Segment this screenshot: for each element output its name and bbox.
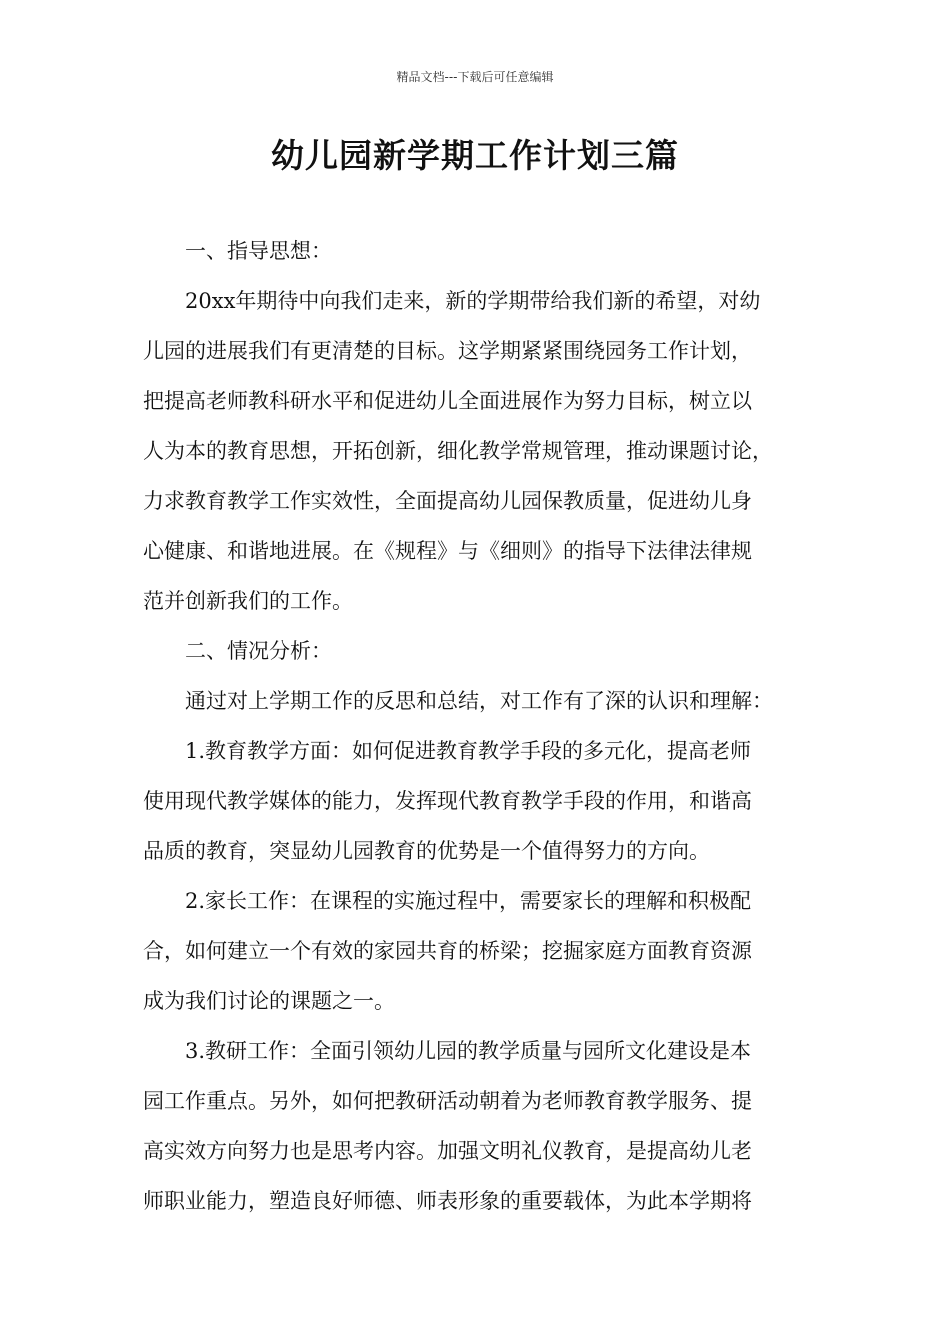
text-line: 2.家长工作：在课程的实施过程中，需要家长的理解和积极配	[185, 889, 752, 913]
paragraph-heading-guiding-thought	[143, 226, 823, 276]
text-line: 3.教研工作：全面引领幼儿园的教学质量与园所文化建设是本	[185, 1039, 752, 1063]
text-line: 1.教育教学方面：如何促进教育教学手段的多元化，提高老师	[185, 739, 752, 763]
text-line: 20xx年期待中向我们走来，新的学期带给我们新的希望，对幼	[185, 289, 761, 313]
paragraph-parents	[143, 876, 823, 1026]
paragraph-heading-situation-analysis	[143, 626, 823, 676]
text-line: 二、情况分析：	[185, 639, 332, 663]
text-line: 合，如何建立一个有效的家园共育的桥梁；挖掘家庭方面教育资源	[143, 939, 752, 963]
document-title: 幼儿园新学期工作计划三篇	[271, 136, 679, 175]
text-line: 人为本的教育思想，开拓创新，细化教学常规管理，推动课题讨论，	[143, 439, 773, 463]
text-line: 园工作重点。另外，如何把教研活动朝着为老师教育教学服务、提	[143, 1089, 752, 1113]
paragraph-guiding-thought	[143, 276, 823, 626]
text-line: 心健康、和谐地进展。在《规程》与《细则》的指导下法律法律规	[143, 539, 752, 563]
text-line: 师职业能力，塑造良好师德、师表形象的重要载体，为此本学期将	[143, 1189, 752, 1213]
text-line: 一、指导思想：	[185, 239, 332, 263]
text-line: 儿园的进展我们有更清楚的目标。这学期紧紧围绕园务工作计划，	[143, 339, 752, 363]
paragraph-teaching	[143, 726, 823, 876]
header-note: 精品文档---下载后可任意编辑	[396, 70, 554, 84]
text-line: 把提高老师教科研水平和促进幼儿全面进展作为努力目标，树立以	[143, 389, 752, 413]
text-line: 通过对上学期工作的反思和总结，对工作有了深的认识和理解：	[185, 689, 773, 713]
text-line: 使用现代教学媒体的能力，发挥现代教育教学手段的作用，和谐高	[143, 789, 752, 813]
text-line: 高实效方向努力也是思考内容。加强文明礼仪教育，是提高幼儿老	[143, 1139, 752, 1163]
text-line: 力求教育教学工作实效性，全面提高幼儿园保教质量，促进幼儿身	[143, 489, 752, 513]
paragraph-research	[143, 1026, 823, 1226]
text-line: 成为我们讨论的课题之一。	[143, 989, 395, 1013]
text-line: 范并创新我们的工作。	[143, 589, 353, 613]
paragraph-analysis-intro	[143, 676, 823, 726]
text-line: 品质的教育，突显幼儿园教育的优势是一个值得努力的方向。	[143, 839, 710, 863]
document-body	[143, 226, 823, 1226]
